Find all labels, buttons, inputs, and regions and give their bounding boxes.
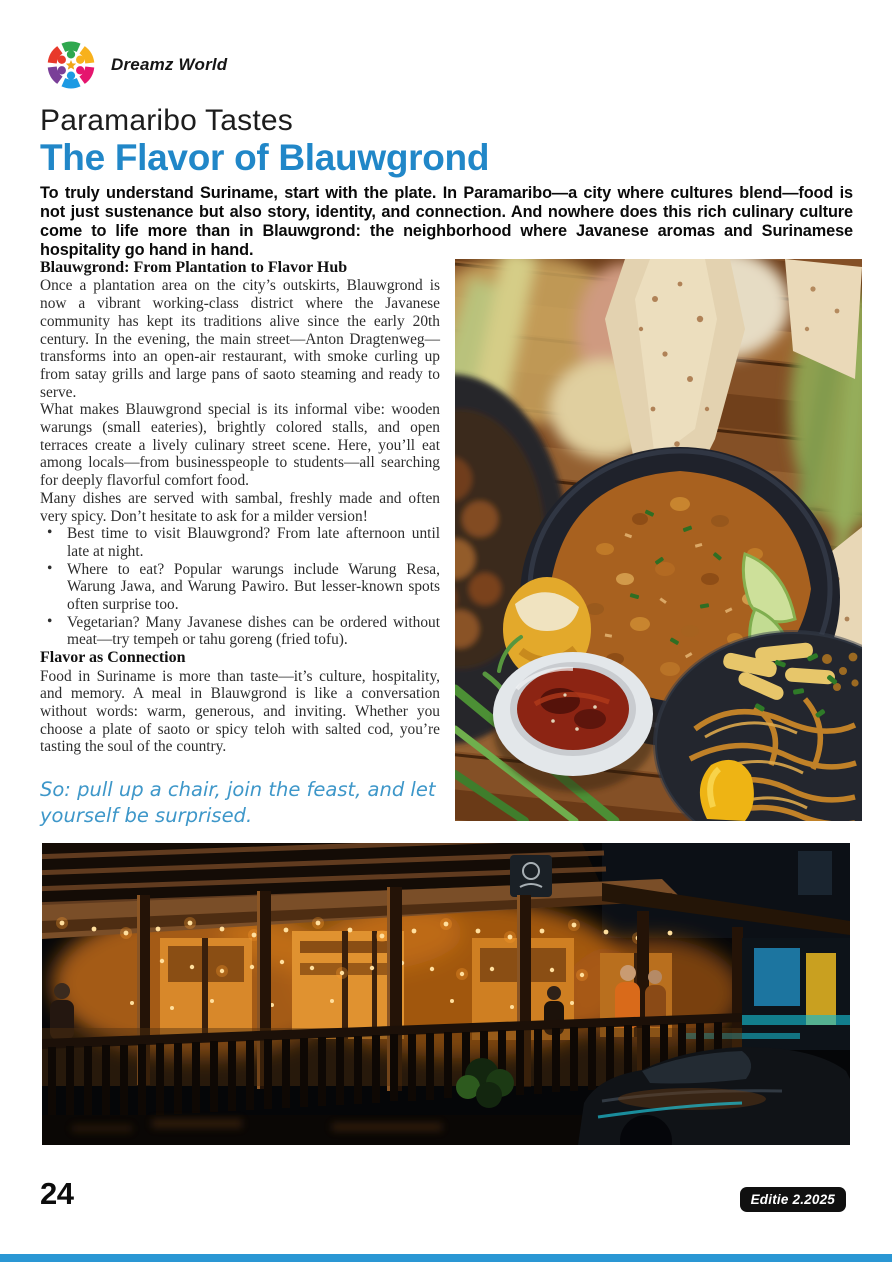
list-item: • Where to eat? Popular warungs include Warung Resa, Warung Jawa, and Warung Pawiro. But lesser-known spots often surprise too.	[40, 561, 440, 614]
list-item: • Vegetarian? Many Javanese dishes can be ordered without meat—try tempeh or tahu goreng (fried tofu).	[40, 614, 440, 649]
list-item: • Best time to visit Blauwgrond? From late afternoon until late at night.	[40, 525, 440, 560]
dreamz-world-logo-icon	[44, 38, 98, 92]
article-body	[40, 259, 862, 829]
intro-paragraph: To truly understand Suriname, start with the plate. In Paramaribo—a city where cultures blend—food is not just sustenance but also story, identity, and connection. And nowhere does this rich culinary culture come to life more than in Blauwgrond: the neighborhood where Javanese aromas and Surinamese hospitality go hand in hand.	[40, 184, 853, 260]
bottom-accent-bar	[0, 1254, 892, 1262]
brand-name: Dreamz World	[111, 55, 228, 74]
section-heading-plantation: Blauwgrond: From Plantation to Flavor Hub	[40, 259, 348, 276]
article-header	[40, 104, 855, 178]
closing-script-line: So: pull up a chair, join the feast, and let yourself be surprised.	[40, 778, 436, 827]
edition-badge: Editie 2.2025	[740, 1187, 846, 1212]
paragraph: What makes Blauwgrond special is its informal vibe: wooden warungs (small eateries), brightly colored stalls, and open terraces create a lively culinary street scene. Here, you’ll eat among locals—from businesspeople to students—all searching for deeply flavorful comfort food.	[40, 401, 440, 490]
food-photo	[455, 259, 862, 821]
page-title: The Flavor of Blauwgrond	[40, 137, 490, 178]
page-number: 24	[40, 1176, 74, 1211]
restaurant-photo	[42, 843, 850, 1145]
paragraph: Food in Suriname is more than taste—it’s culture, hospitality, and memory. A meal in Blauwgrond is like a conversation without words: warm, generous, and inviting. Whether you choose a plate of saoto or spicy teloh with salted cod, you’re tasting the soul of the country.	[40, 667, 440, 756]
brand-header	[44, 38, 227, 92]
section-heading-flavor: Flavor as Connection	[40, 649, 186, 667]
article-text-column	[40, 259, 440, 829]
tips-list	[40, 525, 440, 649]
paragraph: Once a plantation area on the city’s outskirts, Blauwgrond is now a vibrant working-class district where the Javanese community has kept its traditions alive since the early 20th century. In the evening, the main street—Anton Dragtenweg—transforms into an open-air restaurant, with smoke curling up from satay grills and large pans of saoto steaming and ready to serve.	[40, 277, 440, 401]
paragraph: Many dishes are served with sambal, freshly made and often very spicy. Don’t hesitate to ask for a milder version!	[40, 489, 440, 525]
article-kicker: Paramaribo Tastes	[40, 104, 293, 137]
